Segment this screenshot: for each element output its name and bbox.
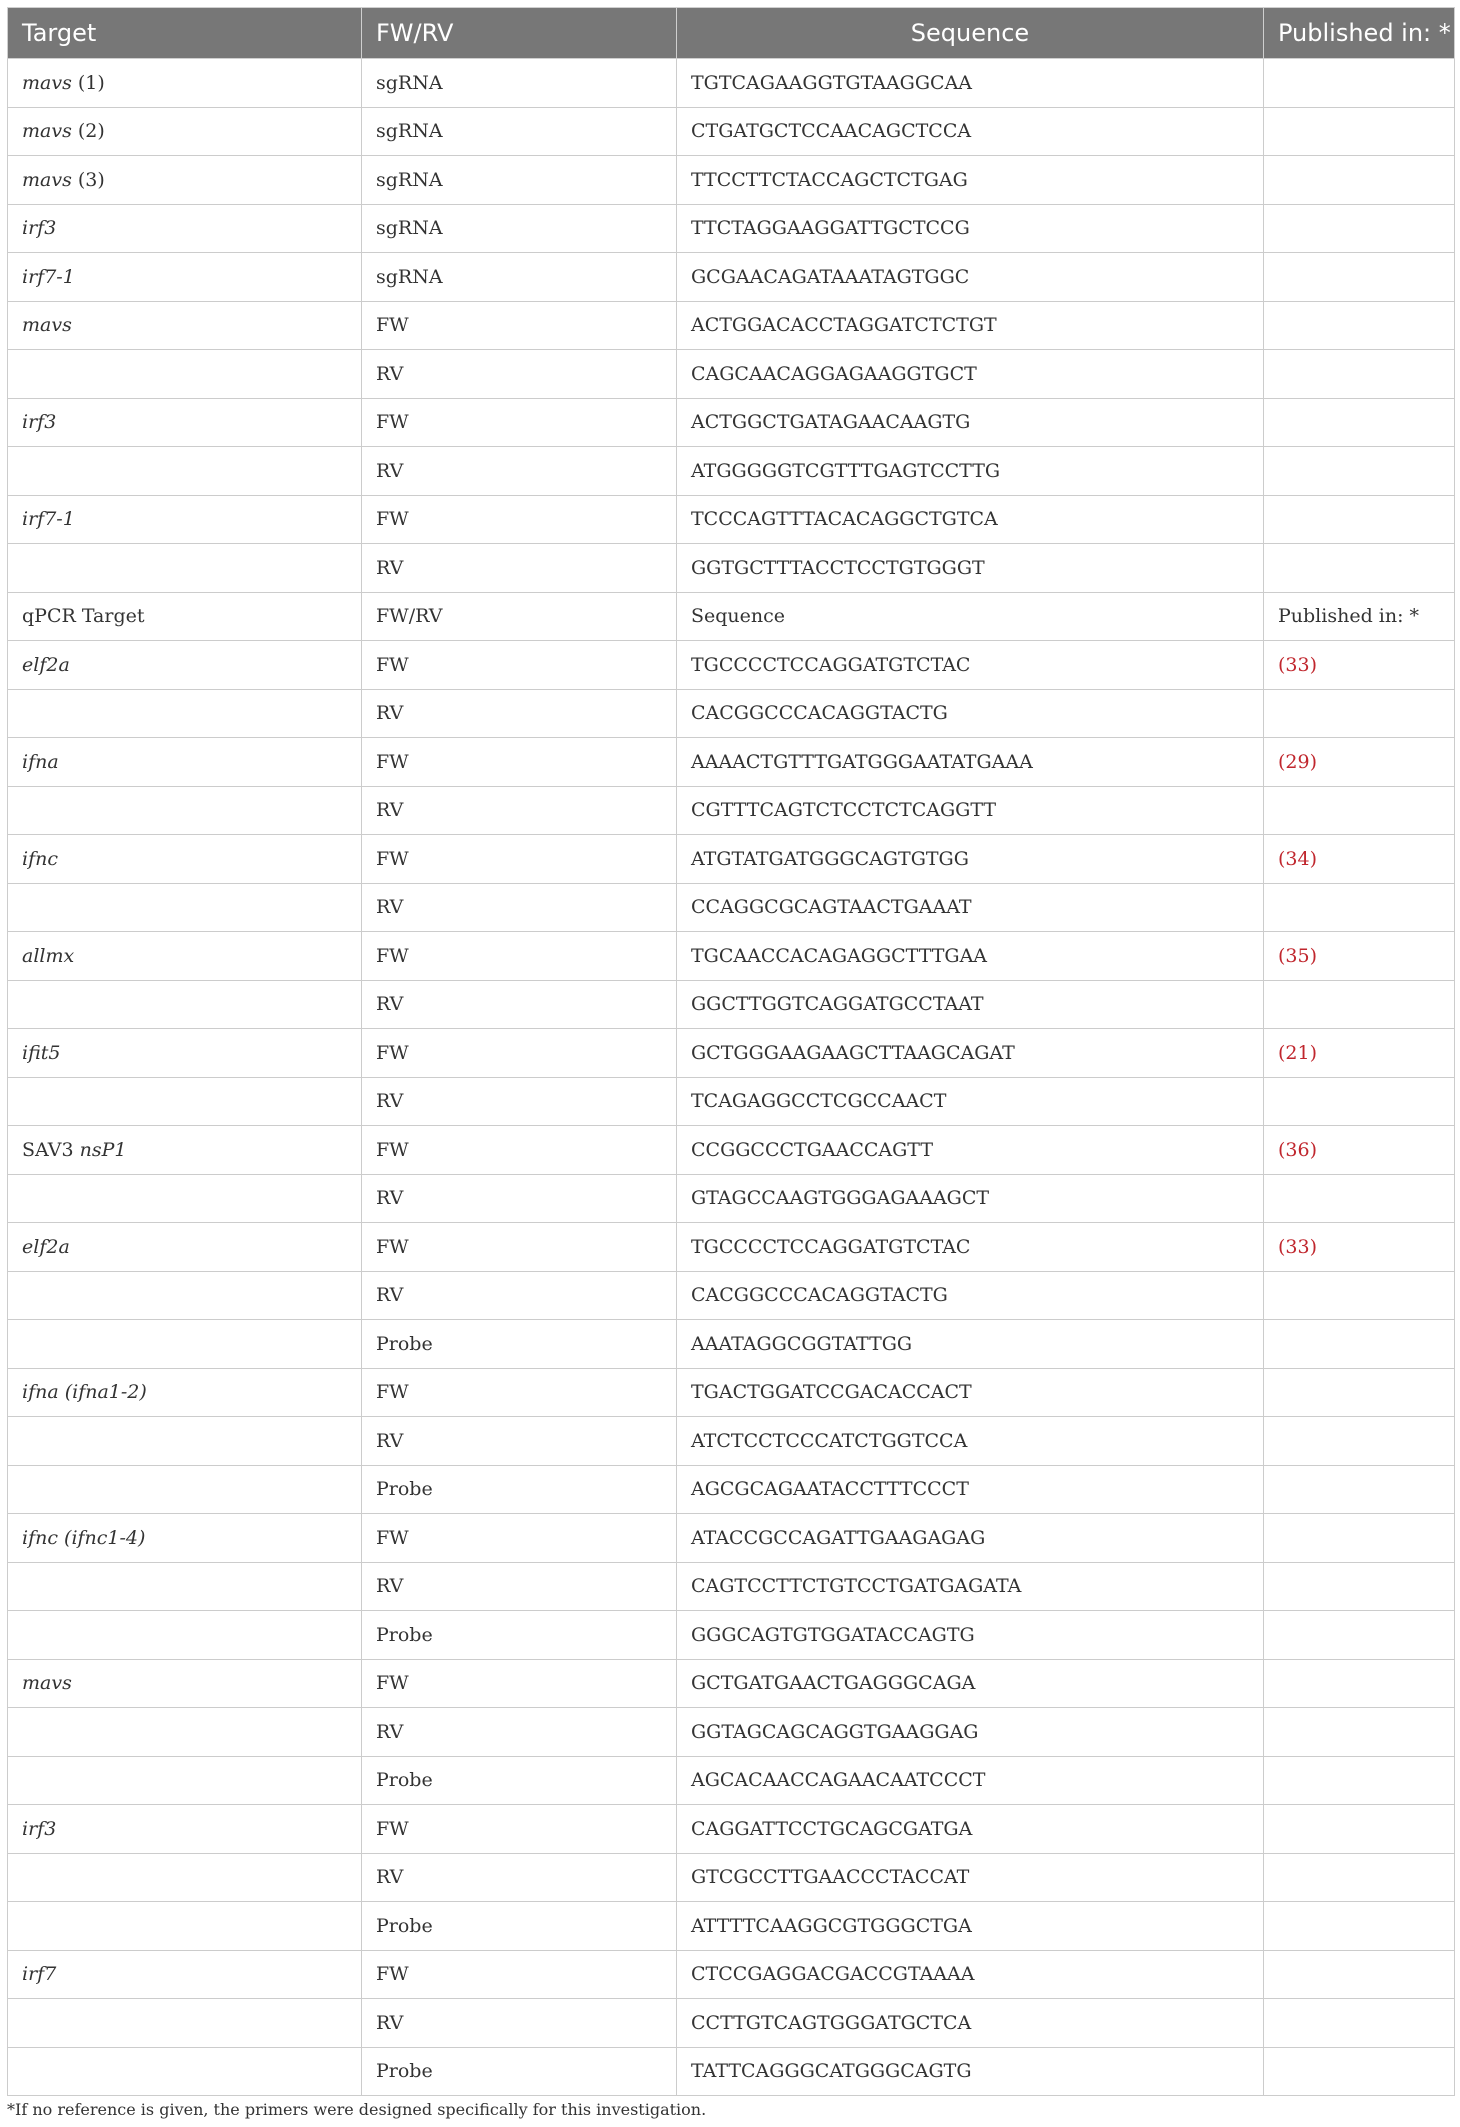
table-row xyxy=(8,592,1455,641)
header-target: Target xyxy=(8,8,362,59)
cell-sequence: CACGGCCCACAGGTACTG xyxy=(677,689,1264,738)
cell-published xyxy=(1264,1465,1455,1514)
cell-published xyxy=(1264,1126,1455,1175)
cell-sequence: ATTTTCAAGGCGTGGGCTGA xyxy=(677,1902,1264,1951)
cell-published xyxy=(1264,1950,1455,1999)
cell-published xyxy=(1264,1368,1455,1417)
cell-sequence: GTAGCCAAGTGGGAGAAAGCT xyxy=(677,1174,1264,1223)
cell-sequence: AGCGCAGAATACCTTTCCCT xyxy=(677,1465,1264,1514)
cell-published xyxy=(1264,1223,1455,1272)
cell-published xyxy=(1264,1659,1455,1708)
cell-published xyxy=(1264,1756,1455,1805)
table-row xyxy=(8,1271,1455,1320)
cell-sequence: CTGATGCTCCAACAGCTCCA xyxy=(677,107,1264,156)
cell-sequence: TGCAACCACAGAGGCTTTGAA xyxy=(677,932,1264,981)
cell-target xyxy=(8,350,362,399)
cell-published xyxy=(1264,1999,1455,2048)
primer-table xyxy=(7,7,1455,2096)
cell-fwrv: FW xyxy=(362,1514,677,1563)
cell-target xyxy=(8,301,362,350)
cell-sequence: AGCACAACCAGAACAATCCCT xyxy=(677,1756,1264,1805)
cell-target xyxy=(8,398,362,447)
cell-published: Published in: * xyxy=(1264,592,1455,641)
cell-published xyxy=(1264,689,1455,738)
cell-published xyxy=(1264,1611,1455,1660)
table-row xyxy=(8,2047,1455,2096)
cell-fwrv: RV xyxy=(362,350,677,399)
cell-published xyxy=(1264,1562,1455,1611)
cell-published xyxy=(1264,641,1455,690)
table-row xyxy=(8,1659,1455,1708)
table-row xyxy=(8,1902,1455,1951)
cell-target xyxy=(8,835,362,884)
cell-fwrv: RV xyxy=(362,1271,677,1320)
table-row xyxy=(8,1368,1455,1417)
cell-fwrv: Probe xyxy=(362,2047,677,2096)
cell-published xyxy=(1264,1417,1455,1466)
cell-sequence: TGACTGGATCCGACACCACT xyxy=(677,1368,1264,1417)
table-row xyxy=(8,1465,1455,1514)
cell-target xyxy=(8,689,362,738)
target-text: mavs xyxy=(22,168,72,191)
cell-sequence: CACGGCCCACAGGTACTG xyxy=(677,1271,1264,1320)
cell-sequence: CCAGGCGCAGTAACTGAAAT xyxy=(677,883,1264,932)
cell-published xyxy=(1264,1029,1455,1078)
table-body xyxy=(8,59,1455,2096)
cell-target xyxy=(8,1077,362,1126)
cell-fwrv: FW xyxy=(362,1126,677,1175)
cell-fwrv: FW xyxy=(362,1223,677,1272)
cell-target xyxy=(8,1514,362,1563)
cell-sequence: CAGGATTCCTGCAGCGATGA xyxy=(677,1805,1264,1854)
cell-published xyxy=(1264,107,1455,156)
cell-target xyxy=(8,253,362,302)
cell-fwrv: FW xyxy=(362,1659,677,1708)
cell-fwrv: RV xyxy=(362,689,677,738)
target-text: irf3 xyxy=(22,411,57,434)
cell-fwrv: sgRNA xyxy=(362,204,677,253)
cell-target xyxy=(8,1174,362,1223)
cell-sequence: GCTGATGAACTGAGGGCAGA xyxy=(677,1659,1264,1708)
cell-sequence: CAGTCCTTCTGTCCTGATGAGATA xyxy=(677,1562,1264,1611)
cell-sequence: ATGGGGGTCGTTTGAGTCCTTG xyxy=(677,447,1264,496)
cell-fwrv: sgRNA xyxy=(362,107,677,156)
cell-published xyxy=(1264,786,1455,835)
table-footnote: *If no reference is given, the primers were designed specifically for this investigation. xyxy=(7,2100,707,2119)
cell-sequence: GGGCAGTGTGGATACCAGTG xyxy=(677,1611,1264,1660)
cell-published xyxy=(1264,1805,1455,1854)
cell-fwrv: FW xyxy=(362,301,677,350)
cell-sequence: ATCTCCTCCCATCTGGTCCA xyxy=(677,1417,1264,1466)
cell-sequence: TCAGAGGCCTCGCCAACT xyxy=(677,1077,1264,1126)
cell-sequence: TGCCCCTCCAGGATGTCTAC xyxy=(677,1223,1264,1272)
table-row xyxy=(8,253,1455,302)
cell-target xyxy=(8,1562,362,1611)
cell-sequence: CTCCGAGGACGACCGTAAAA xyxy=(677,1950,1264,1999)
cell-published xyxy=(1264,883,1455,932)
table-row xyxy=(8,932,1455,981)
cell-fwrv: RV xyxy=(362,1417,677,1466)
cell-published xyxy=(1264,1902,1455,1951)
cell-published xyxy=(1264,156,1455,205)
cell-sequence: GTCGCCTTGAACCCTACCAT xyxy=(677,1853,1264,1902)
header-published: Published in: * xyxy=(1264,8,1455,59)
cell-sequence: TTCTAGGAAGGATTGCTCCG xyxy=(677,204,1264,253)
cell-published xyxy=(1264,1271,1455,1320)
target-text: irf3 xyxy=(22,1817,57,1840)
reference-link[interactable]: (36) xyxy=(1278,1138,1318,1161)
reference-link[interactable]: (21) xyxy=(1278,1041,1318,1064)
target-text: SAV3 xyxy=(22,1138,80,1161)
cell-target xyxy=(8,592,362,641)
cell-fwrv: FW xyxy=(362,1805,677,1854)
primer-table-container xyxy=(7,7,1454,2096)
table-row xyxy=(8,301,1455,350)
target-text: irf7-1 xyxy=(22,265,75,288)
cell-fwrv: FW xyxy=(362,641,677,690)
table-row xyxy=(8,1999,1455,2048)
cell-sequence: ACTGGCTGATAGAACAAGTG xyxy=(677,398,1264,447)
cell-target xyxy=(8,932,362,981)
cell-published xyxy=(1264,398,1455,447)
cell-fwrv: RV xyxy=(362,1853,677,1902)
target-text: irf3 xyxy=(22,217,57,240)
table-row xyxy=(8,883,1455,932)
cell-fwrv: RV xyxy=(362,1999,677,2048)
cell-fwrv: sgRNA xyxy=(362,156,677,205)
cell-sequence: AAAACTGTTTGATGGGAATATGAAA xyxy=(677,738,1264,787)
table-row xyxy=(8,107,1455,156)
cell-published xyxy=(1264,253,1455,302)
target-text: mavs xyxy=(22,1672,72,1695)
cell-published xyxy=(1264,301,1455,350)
reference-link[interactable]: (29) xyxy=(1278,750,1318,773)
table-row xyxy=(8,1853,1455,1902)
cell-fwrv: Probe xyxy=(362,1902,677,1951)
table-row xyxy=(8,156,1455,205)
target-text: ifna (ifna1-2) xyxy=(22,1381,147,1404)
cell-target xyxy=(8,544,362,593)
cell-target xyxy=(8,786,362,835)
cell-fwrv: FW xyxy=(362,738,677,787)
cell-target xyxy=(8,1902,362,1951)
table-row xyxy=(8,204,1455,253)
table-row xyxy=(8,398,1455,447)
cell-fwrv: Probe xyxy=(362,1611,677,1660)
cell-target xyxy=(8,1417,362,1466)
cell-target xyxy=(8,1805,362,1854)
table-row xyxy=(8,1174,1455,1223)
cell-fwrv: RV xyxy=(362,1077,677,1126)
table-row xyxy=(8,59,1455,108)
table-row xyxy=(8,1417,1455,1466)
cell-target xyxy=(8,1029,362,1078)
cell-target xyxy=(8,1368,362,1417)
cell-published xyxy=(1264,59,1455,108)
cell-target xyxy=(8,447,362,496)
target-text: qPCR Target xyxy=(22,605,145,628)
cell-sequence: CAGCAACAGGAGAAGGTGCT xyxy=(677,350,1264,399)
cell-published xyxy=(1264,1320,1455,1369)
reference-link[interactable]: (33) xyxy=(1278,653,1318,676)
cell-target xyxy=(8,1271,362,1320)
cell-fwrv: FW xyxy=(362,1368,677,1417)
table-row xyxy=(8,1126,1455,1175)
cell-published xyxy=(1264,932,1455,981)
table-row xyxy=(8,980,1455,1029)
target-text: ifnc (ifnc1-4) xyxy=(22,1526,146,1549)
cell-sequence: ACTGGACACCTAGGATCTCTGT xyxy=(677,301,1264,350)
cell-target xyxy=(8,1223,362,1272)
cell-fwrv: RV xyxy=(362,544,677,593)
cell-published xyxy=(1264,738,1455,787)
cell-fwrv: RV xyxy=(362,1708,677,1757)
cell-sequence: GGTAGCAGCAGGTGAAGGAG xyxy=(677,1708,1264,1757)
cell-sequence: GGCTTGGTCAGGATGCCTAAT xyxy=(677,980,1264,1029)
table-row xyxy=(8,350,1455,399)
cell-target xyxy=(8,1320,362,1369)
cell-fwrv: Probe xyxy=(362,1465,677,1514)
table-row xyxy=(8,1562,1455,1611)
target-text: mavs xyxy=(22,120,72,143)
cell-target xyxy=(8,641,362,690)
cell-target xyxy=(8,1708,362,1757)
target-text: mavs xyxy=(22,314,72,337)
target-text: ifnc xyxy=(22,847,58,870)
cell-published xyxy=(1264,544,1455,593)
cell-sequence: ATACCGCCAGATTGAAGAGAG xyxy=(677,1514,1264,1563)
cell-published xyxy=(1264,447,1455,496)
cell-fwrv: Probe xyxy=(362,1320,677,1369)
cell-target xyxy=(8,1465,362,1514)
cell-published xyxy=(1264,1514,1455,1563)
table-row xyxy=(8,641,1455,690)
table-row xyxy=(8,689,1455,738)
target-text: nsP1 xyxy=(79,1138,127,1161)
cell-fwrv: FW xyxy=(362,398,677,447)
target-text: allmx xyxy=(22,944,75,967)
cell-fwrv: FW xyxy=(362,1950,677,1999)
cell-target xyxy=(8,1756,362,1805)
cell-published xyxy=(1264,1174,1455,1223)
table-row xyxy=(8,1708,1455,1757)
reference-link[interactable]: (34) xyxy=(1278,847,1318,870)
cell-sequence: TTCCTTCTACCAGCTCTGAG xyxy=(677,156,1264,205)
cell-fwrv: FW xyxy=(362,932,677,981)
cell-fwrv: RV xyxy=(362,447,677,496)
table-row xyxy=(8,1320,1455,1369)
target-text: irf7 xyxy=(22,1963,57,1986)
table-row xyxy=(8,1756,1455,1805)
cell-target xyxy=(8,2047,362,2096)
cell-published xyxy=(1264,1708,1455,1757)
cell-fwrv: RV xyxy=(362,883,677,932)
table-row xyxy=(8,786,1455,835)
target-text: elf2a xyxy=(22,1235,70,1258)
cell-fwrv: FW xyxy=(362,835,677,884)
cell-sequence: GGTGCTTTACCTCCTGTGGGT xyxy=(677,544,1264,593)
table-row xyxy=(8,1029,1455,1078)
header-row xyxy=(8,8,1455,59)
cell-sequence: ATGTATGATGGGCAGTGTGG xyxy=(677,835,1264,884)
target-text: elf2a xyxy=(22,653,70,676)
cell-fwrv: RV xyxy=(362,1562,677,1611)
cell-published xyxy=(1264,835,1455,884)
cell-target xyxy=(8,1126,362,1175)
cell-target xyxy=(8,738,362,787)
target-text: (1) xyxy=(71,71,105,94)
table-row xyxy=(8,738,1455,787)
cell-target xyxy=(8,1659,362,1708)
cell-fwrv: sgRNA xyxy=(362,59,677,108)
cell-target xyxy=(8,156,362,205)
cell-sequence: TCCCAGTTTACACAGGCTGTCA xyxy=(677,495,1264,544)
cell-published xyxy=(1264,1077,1455,1126)
cell-fwrv: FW/RV xyxy=(362,592,677,641)
cell-published xyxy=(1264,1853,1455,1902)
table-row xyxy=(8,1611,1455,1660)
table-row xyxy=(8,835,1455,884)
target-text: ifna xyxy=(22,750,59,773)
cell-target xyxy=(8,1611,362,1660)
cell-target xyxy=(8,980,362,1029)
table-row xyxy=(8,1223,1455,1272)
cell-sequence: TGCCCCTCCAGGATGTCTAC xyxy=(677,641,1264,690)
cell-sequence: TATTCAGGGCATGGGCAGTG xyxy=(677,2047,1264,2096)
cell-fwrv: Probe xyxy=(362,1756,677,1805)
cell-published xyxy=(1264,980,1455,1029)
target-text: ifit5 xyxy=(22,1041,61,1064)
header-sequence: Sequence xyxy=(677,8,1264,59)
cell-sequence: GCTGGGAAGAAGCTTAAGCAGAT xyxy=(677,1029,1264,1078)
cell-target xyxy=(8,883,362,932)
table-row xyxy=(8,1514,1455,1563)
target-text: mavs xyxy=(22,71,72,94)
cell-published xyxy=(1264,2047,1455,2096)
target-text: (3) xyxy=(71,168,105,191)
table-row xyxy=(8,447,1455,496)
cell-fwrv: sgRNA xyxy=(362,253,677,302)
cell-target xyxy=(8,495,362,544)
cell-target xyxy=(8,59,362,108)
cell-sequence: CCTTGTCAGTGGGATGCTCA xyxy=(677,1999,1264,2048)
cell-target xyxy=(8,1950,362,1999)
cell-fwrv: FW xyxy=(362,495,677,544)
cell-fwrv: FW xyxy=(362,1029,677,1078)
cell-fwrv: RV xyxy=(362,980,677,1029)
cell-sequence: AAATAGGCGGTATTGG xyxy=(677,1320,1264,1369)
reference-link[interactable]: (35) xyxy=(1278,944,1318,967)
target-text: irf7-1 xyxy=(22,508,75,531)
cell-target xyxy=(8,107,362,156)
cell-fwrv: RV xyxy=(362,1174,677,1223)
cell-sequence: GCGAACAGATAAATAGTGGC xyxy=(677,253,1264,302)
cell-target xyxy=(8,1999,362,2048)
table-row xyxy=(8,1077,1455,1126)
target-text: (2) xyxy=(71,120,105,143)
table-row xyxy=(8,544,1455,593)
header-fwrv: FW/RV xyxy=(362,8,677,59)
reference-link[interactable]: (33) xyxy=(1278,1235,1318,1258)
table-row xyxy=(8,495,1455,544)
cell-sequence: CCGGCCCTGAACCAGTT xyxy=(677,1126,1264,1175)
cell-target xyxy=(8,1853,362,1902)
cell-published xyxy=(1264,204,1455,253)
table-row xyxy=(8,1950,1455,1999)
cell-published xyxy=(1264,350,1455,399)
cell-sequence: CGTTTCAGTCTCCTCTCAGGTT xyxy=(677,786,1264,835)
cell-fwrv: RV xyxy=(362,786,677,835)
cell-published xyxy=(1264,495,1455,544)
cell-target xyxy=(8,204,362,253)
cell-sequence: Sequence xyxy=(677,592,1264,641)
cell-sequence: TGTCAGAAGGTGTAAGGCAA xyxy=(677,59,1264,108)
table-row xyxy=(8,1805,1455,1854)
